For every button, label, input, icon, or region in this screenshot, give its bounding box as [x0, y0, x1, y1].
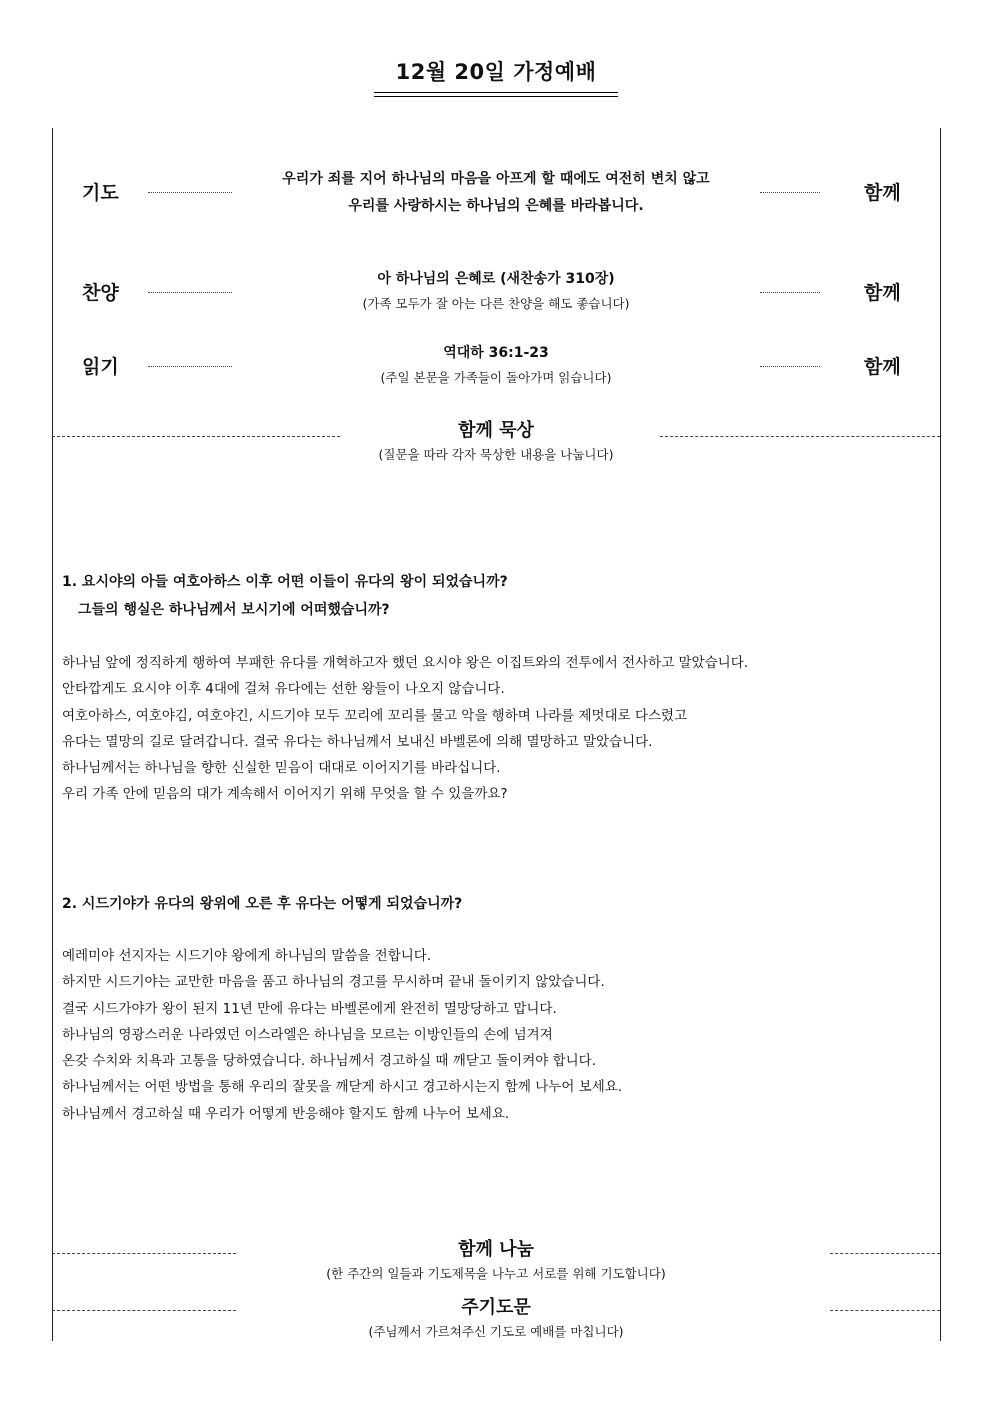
prayer-label: 기도	[82, 182, 119, 204]
answer-line: 온갖 수치와 치욕과 고통을 당하였습니다. 하나님께서 경고하실 때 깨닫고 돌이켜야 합니다.	[62, 1053, 597, 1070]
closing-title: 주기도문	[461, 1297, 531, 1318]
closing-header	[0, 1293, 992, 1340]
praise-text	[220, 266, 772, 315]
prayer-line: 우리를 사랑하시는 하나님의 은혜를 바라봅니다.	[348, 198, 644, 214]
sharing-header	[0, 1235, 992, 1282]
prayer-text	[220, 166, 772, 220]
answer-line: 하나님께서 경고하실 때 우리가 어떻게 반응해야 할지도 함께 나누어 보세요.	[62, 1105, 510, 1122]
question-line: 1. 요시야의 아들 여호아하스 이후 어떤 이들이 유다의 왕이 되었습니까?	[62, 574, 508, 590]
question-line: 그들의 행실은 하나님께서 보시기에 어떠했습니까?	[78, 602, 390, 618]
answer-line: 유다는 멸망의 길로 달려갑니다. 결국 유다는 하나님께서 보내신 바벨론에 의해 멸망하고 말았습니다.	[62, 733, 653, 750]
meditation-header	[0, 416, 992, 463]
praise-together: 함께	[864, 282, 901, 304]
prayer-line: 우리가 죄를 지어 하나님의 마음을 아프게 할 때에도 여전히 변치 않고	[282, 171, 710, 187]
scripture-reference: 역대하 36:1-23	[443, 345, 549, 361]
meditation-title: 함께 묵상	[458, 420, 534, 441]
question-2	[62, 890, 462, 918]
dotted-leader	[760, 192, 820, 193]
reading-together: 함께	[864, 356, 901, 378]
question-1	[62, 568, 508, 624]
question-line: 2. 시드기야가 유다의 왕위에 오른 후 유다는 어떻게 되었습니까?	[62, 896, 463, 912]
closing-subtitle: (주님께서 가르쳐주신 기도로 예배를 마칩니다)	[368, 1324, 624, 1339]
answer-line: 하나님께서는 어떤 방법을 통해 우리의 잘못을 깨닫게 하시고 경고하시는지 함께 나누어 보세요.	[62, 1079, 623, 1096]
praise-label: 찬양	[82, 282, 119, 304]
answer-line: 하나님 앞에 정직하게 행하여 부패한 유다를 개혁하고자 했던 요시야 왕은 이집트와의 전투에서 전사하고 말았습니다.	[62, 655, 749, 671]
left-border	[52, 128, 53, 1341]
hymn-title: 아 하나님의 은혜로 (새찬송가 310장)	[377, 271, 615, 287]
title-area	[0, 56, 992, 93]
reading-text	[220, 340, 772, 389]
answer-line: 안타깝게도 요시야 이후 4대에 걸쳐 유다에는 선한 왕들이 나오지 않습니다.	[62, 681, 505, 698]
answer-line: 하지만 시드기야는 교만한 마음을 품고 하나님의 경고를 무시하며 끝내 돌이키지 않았습니다.	[62, 974, 605, 991]
answer-line: 예레미야 선지자는 시드기야 왕에게 하나님의 말씀을 전합니다.	[62, 948, 432, 964]
right-border	[940, 128, 941, 1341]
answer-line: 하나님의 영광스러운 나라였던 이스라엘은 하나님을 모르는 이방인들의 손에 넘겨져	[62, 1026, 553, 1043]
page-title: 12월 20일 가정예배	[374, 56, 619, 93]
answer-line: 여호아하스, 여호야김, 여호야긴, 시드기야 모두 꼬리에 꼬리를 물고 악을 행하며 나라를 제멋대로 다스렸고	[62, 707, 688, 724]
sharing-subtitle: (한 주간의 일들과 기도제목을 나누고 서로를 위해 기도합니다)	[326, 1266, 666, 1281]
sharing-title: 함께 나눔	[458, 1239, 534, 1260]
answer-1	[62, 650, 912, 808]
answer-line: 우리 가족 안에 믿음의 대가 계속해서 이어지기 위해 무엇을 할 수 있을까요?	[62, 786, 508, 803]
dotted-leader	[760, 366, 820, 367]
answer-line: 하나님께서는 하나님을 향한 신실한 믿음이 대대로 이어지기를 바라십니다.	[62, 760, 501, 777]
prayer-together: 함께	[864, 182, 901, 204]
hymn-note: (가족 모두가 잘 아는 다른 찬양을 해도 좋습니다)	[362, 296, 630, 311]
answer-2	[62, 943, 912, 1127]
reading-label: 읽기	[82, 356, 119, 378]
answer-line: 결국 시드가야가 왕이 된지 11년 만에 유다는 바벨론에게 완전히 멸망당하고 맙니다.	[62, 1000, 557, 1017]
meditation-subtitle: (질문을 따라 각자 묵상한 내용을 나눕니다)	[378, 447, 614, 462]
dotted-leader	[760, 292, 820, 293]
reading-note: (주일 본문을 가족들이 돌아가며 읽습니다)	[380, 370, 612, 385]
